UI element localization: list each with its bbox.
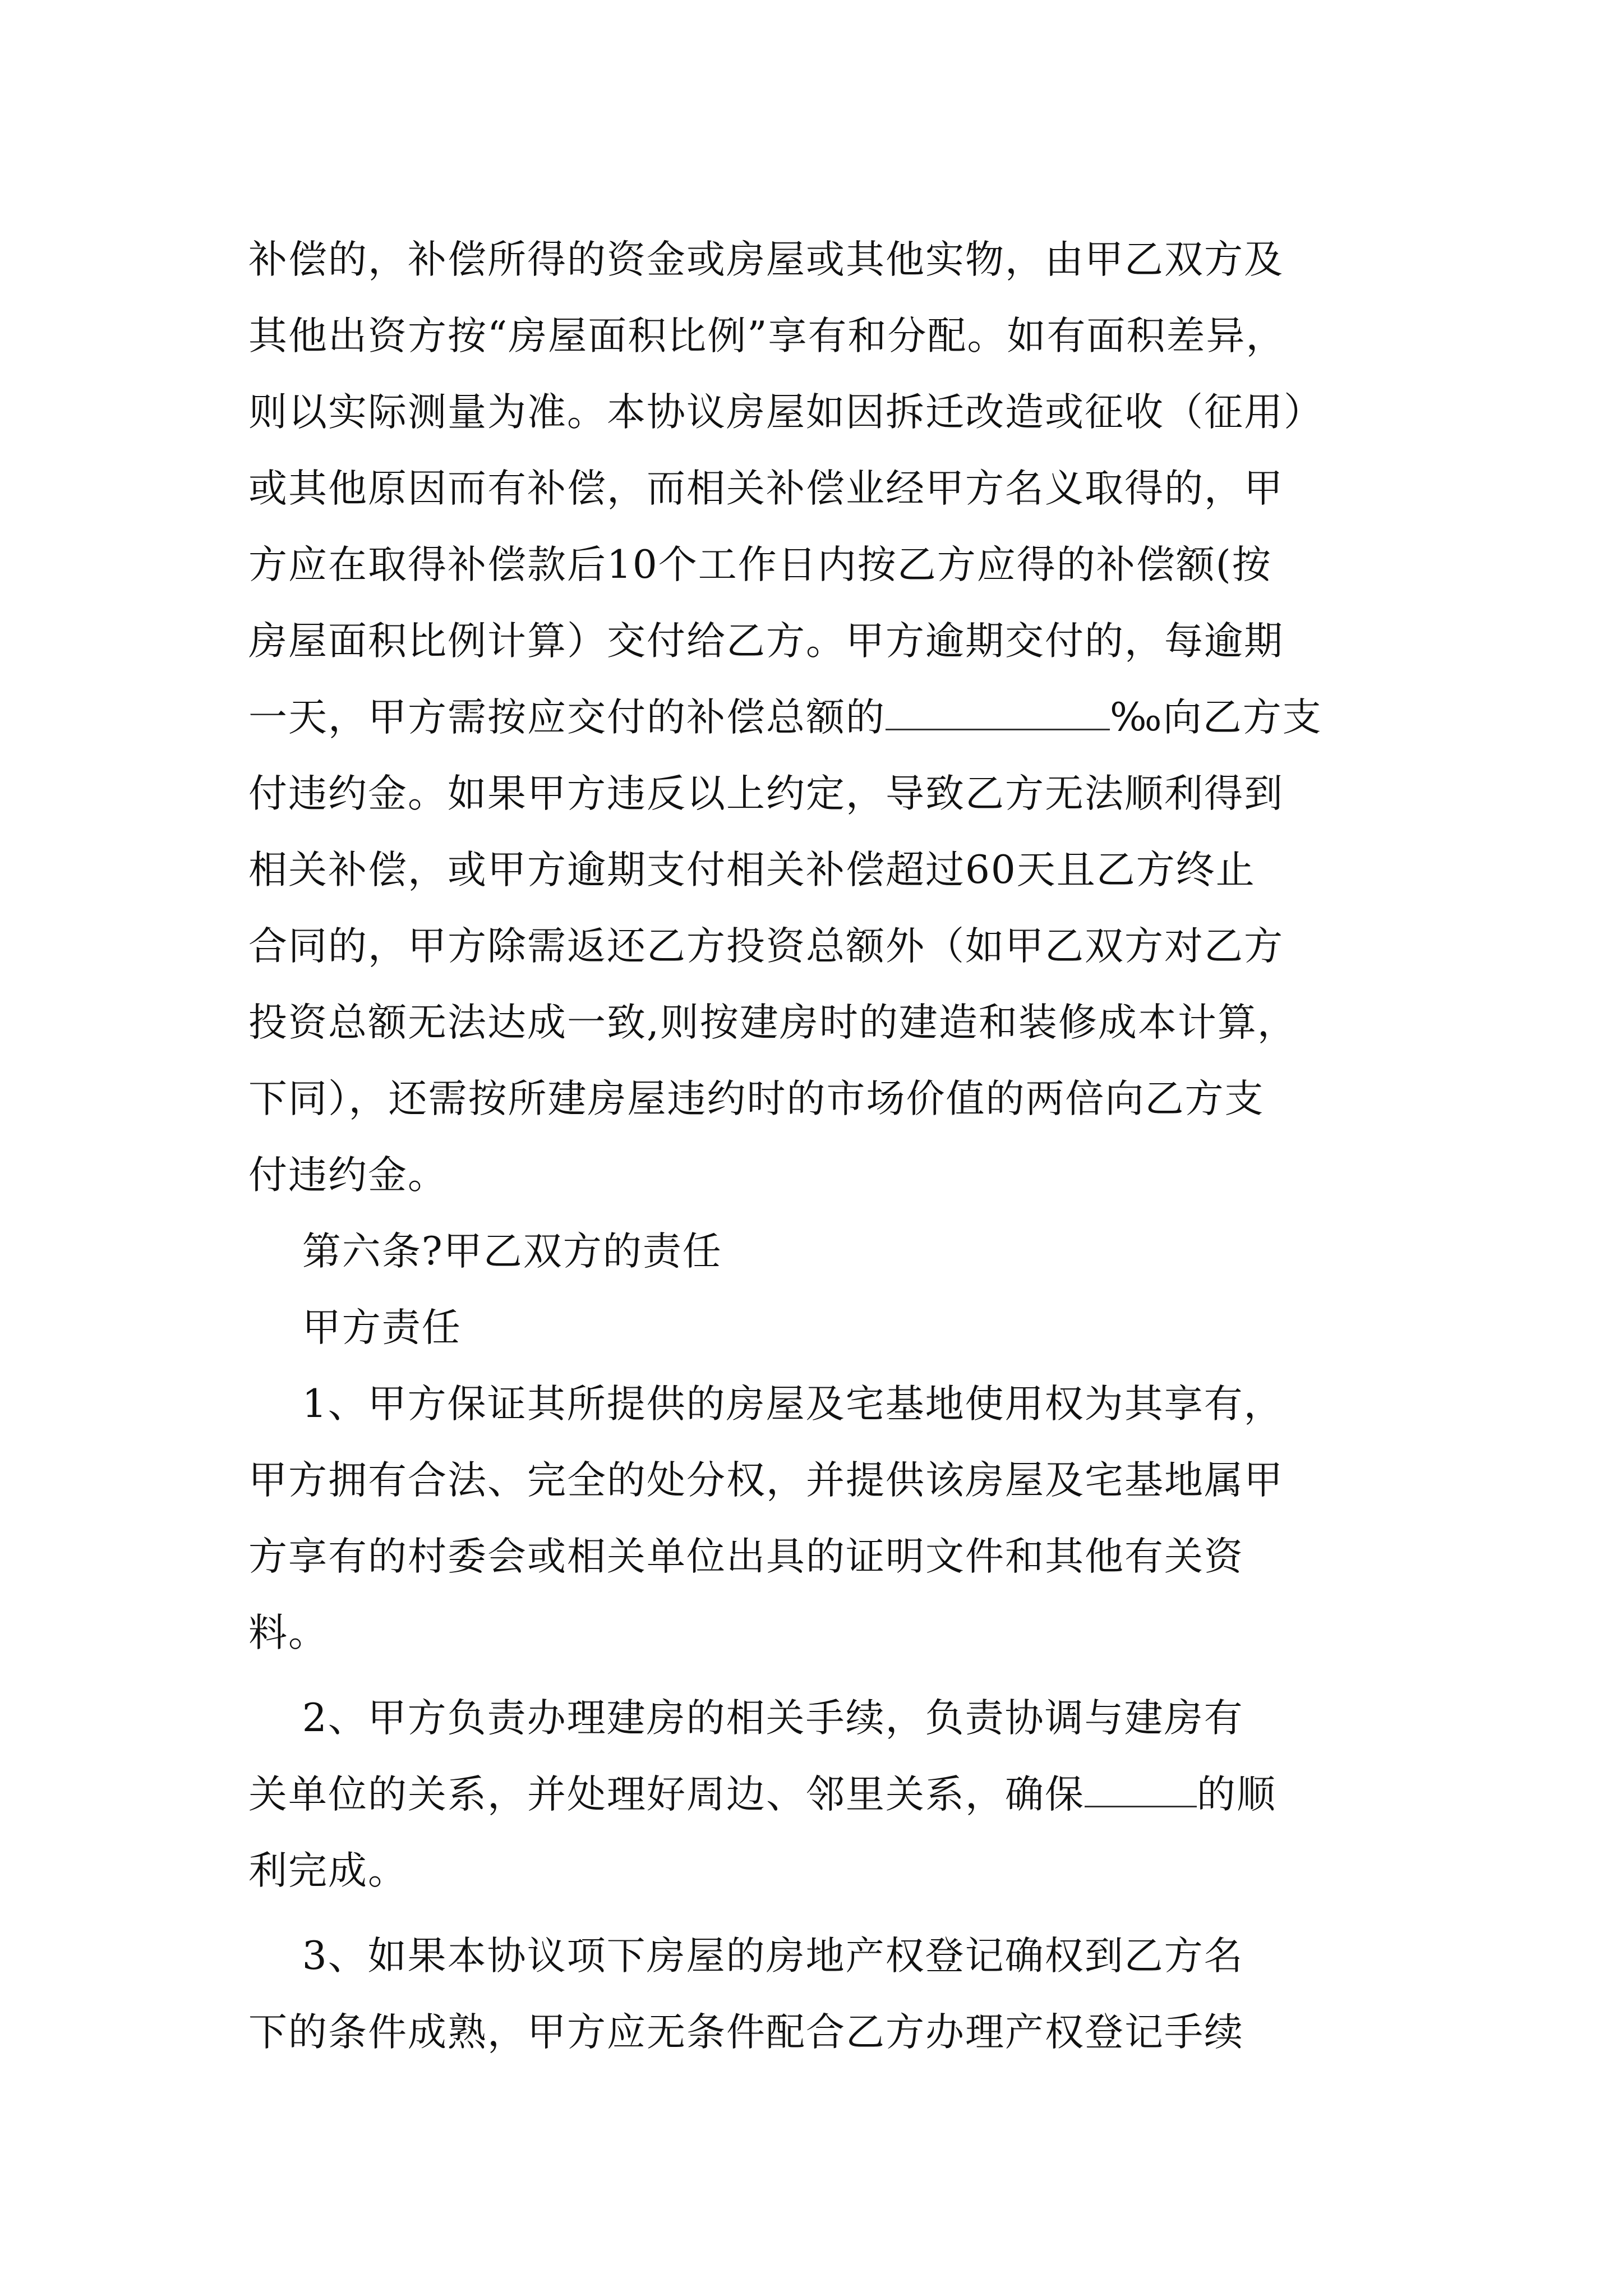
fill-in-blank (886, 693, 1110, 730)
text-line: 投资总额无法达成一致,则按建房时的建造和装修成本计算， (248, 1000, 1297, 1045)
subsection-heading: 甲方责任 (248, 1305, 462, 1350)
text-line: 补偿的，补偿所得的资金或房屋或其他实物，由甲乙双方及 (248, 237, 1284, 282)
text-segment: ‰向乙方支 (1110, 695, 1322, 740)
text-line: 甲方拥有合法、完全的处分权，并提供该房屋及宅基地属甲 (248, 1458, 1284, 1503)
text-line: 下的条件成熟，甲方应无条件配合乙方办理产权登记手续 (248, 2010, 1244, 2055)
text-segment: 的顺 (1197, 1772, 1276, 1817)
text-line: 或其他原因而有补偿，而相关补偿业经甲方名义取得的，甲 (248, 466, 1284, 511)
text-segment: 关单位的关系，并处理好周边、邻里关系，确保 (248, 1772, 1085, 1817)
text-line: 相关补偿，或甲方逾期支付相关补偿超过60天且乙方终止 (248, 848, 1256, 892)
text-line: 房屋面积比例计算）交付给乙方。甲方逾期交付的，每逾期 (248, 619, 1284, 664)
text-line: 料。 (248, 1611, 328, 1655)
text-line: 付违约金。 (248, 1153, 448, 1198)
fill-in-blank (1085, 1770, 1197, 1807)
text-line-with-blank (248, 1756, 1393, 1833)
text-segment: 一天，甲方需按应交付的补偿总额的 (248, 695, 886, 740)
text-line: 方享有的村委会或相关单位出具的证明文件和其他有关资 (248, 1534, 1244, 1579)
document-body (248, 222, 1393, 2070)
section-heading: 第六条?甲乙双方的责任 (248, 1229, 722, 1274)
text-line: 下同），还需按所建房屋违约时的市场价值的两倍向乙方支 (248, 1076, 1265, 1121)
text-line: 则以实际测量为准。本协议房屋如因拆迁改造或征收（征用） (248, 390, 1324, 435)
text-line: 1、甲方保证其所提供的房屋及宅基地使用权为其享有， (248, 1382, 1284, 1427)
text-line: 3、如果本协议项下房屋的房地产权登记确权到乙方名 (248, 1934, 1244, 1978)
text-line: 利完成。 (248, 1848, 408, 1893)
text-line: 付违约金。如果甲方违反以上约定，导致乙方无法顺利得到 (248, 771, 1284, 816)
text-line: 方应在取得补偿款后10个工作日内按乙方应得的补偿额(按 (248, 542, 1272, 587)
text-line: 合同的，甲方除需返还乙方投资总额外（如甲乙双方对乙方 (248, 924, 1284, 969)
text-line: 其他出资方按“房屋面积比例”享有和分配。如有面积差异， (248, 314, 1286, 358)
text-line: 2、甲方负责办理建房的相关手续，负责协调与建房有 (248, 1696, 1244, 1741)
text-line-with-blank (248, 679, 1393, 756)
